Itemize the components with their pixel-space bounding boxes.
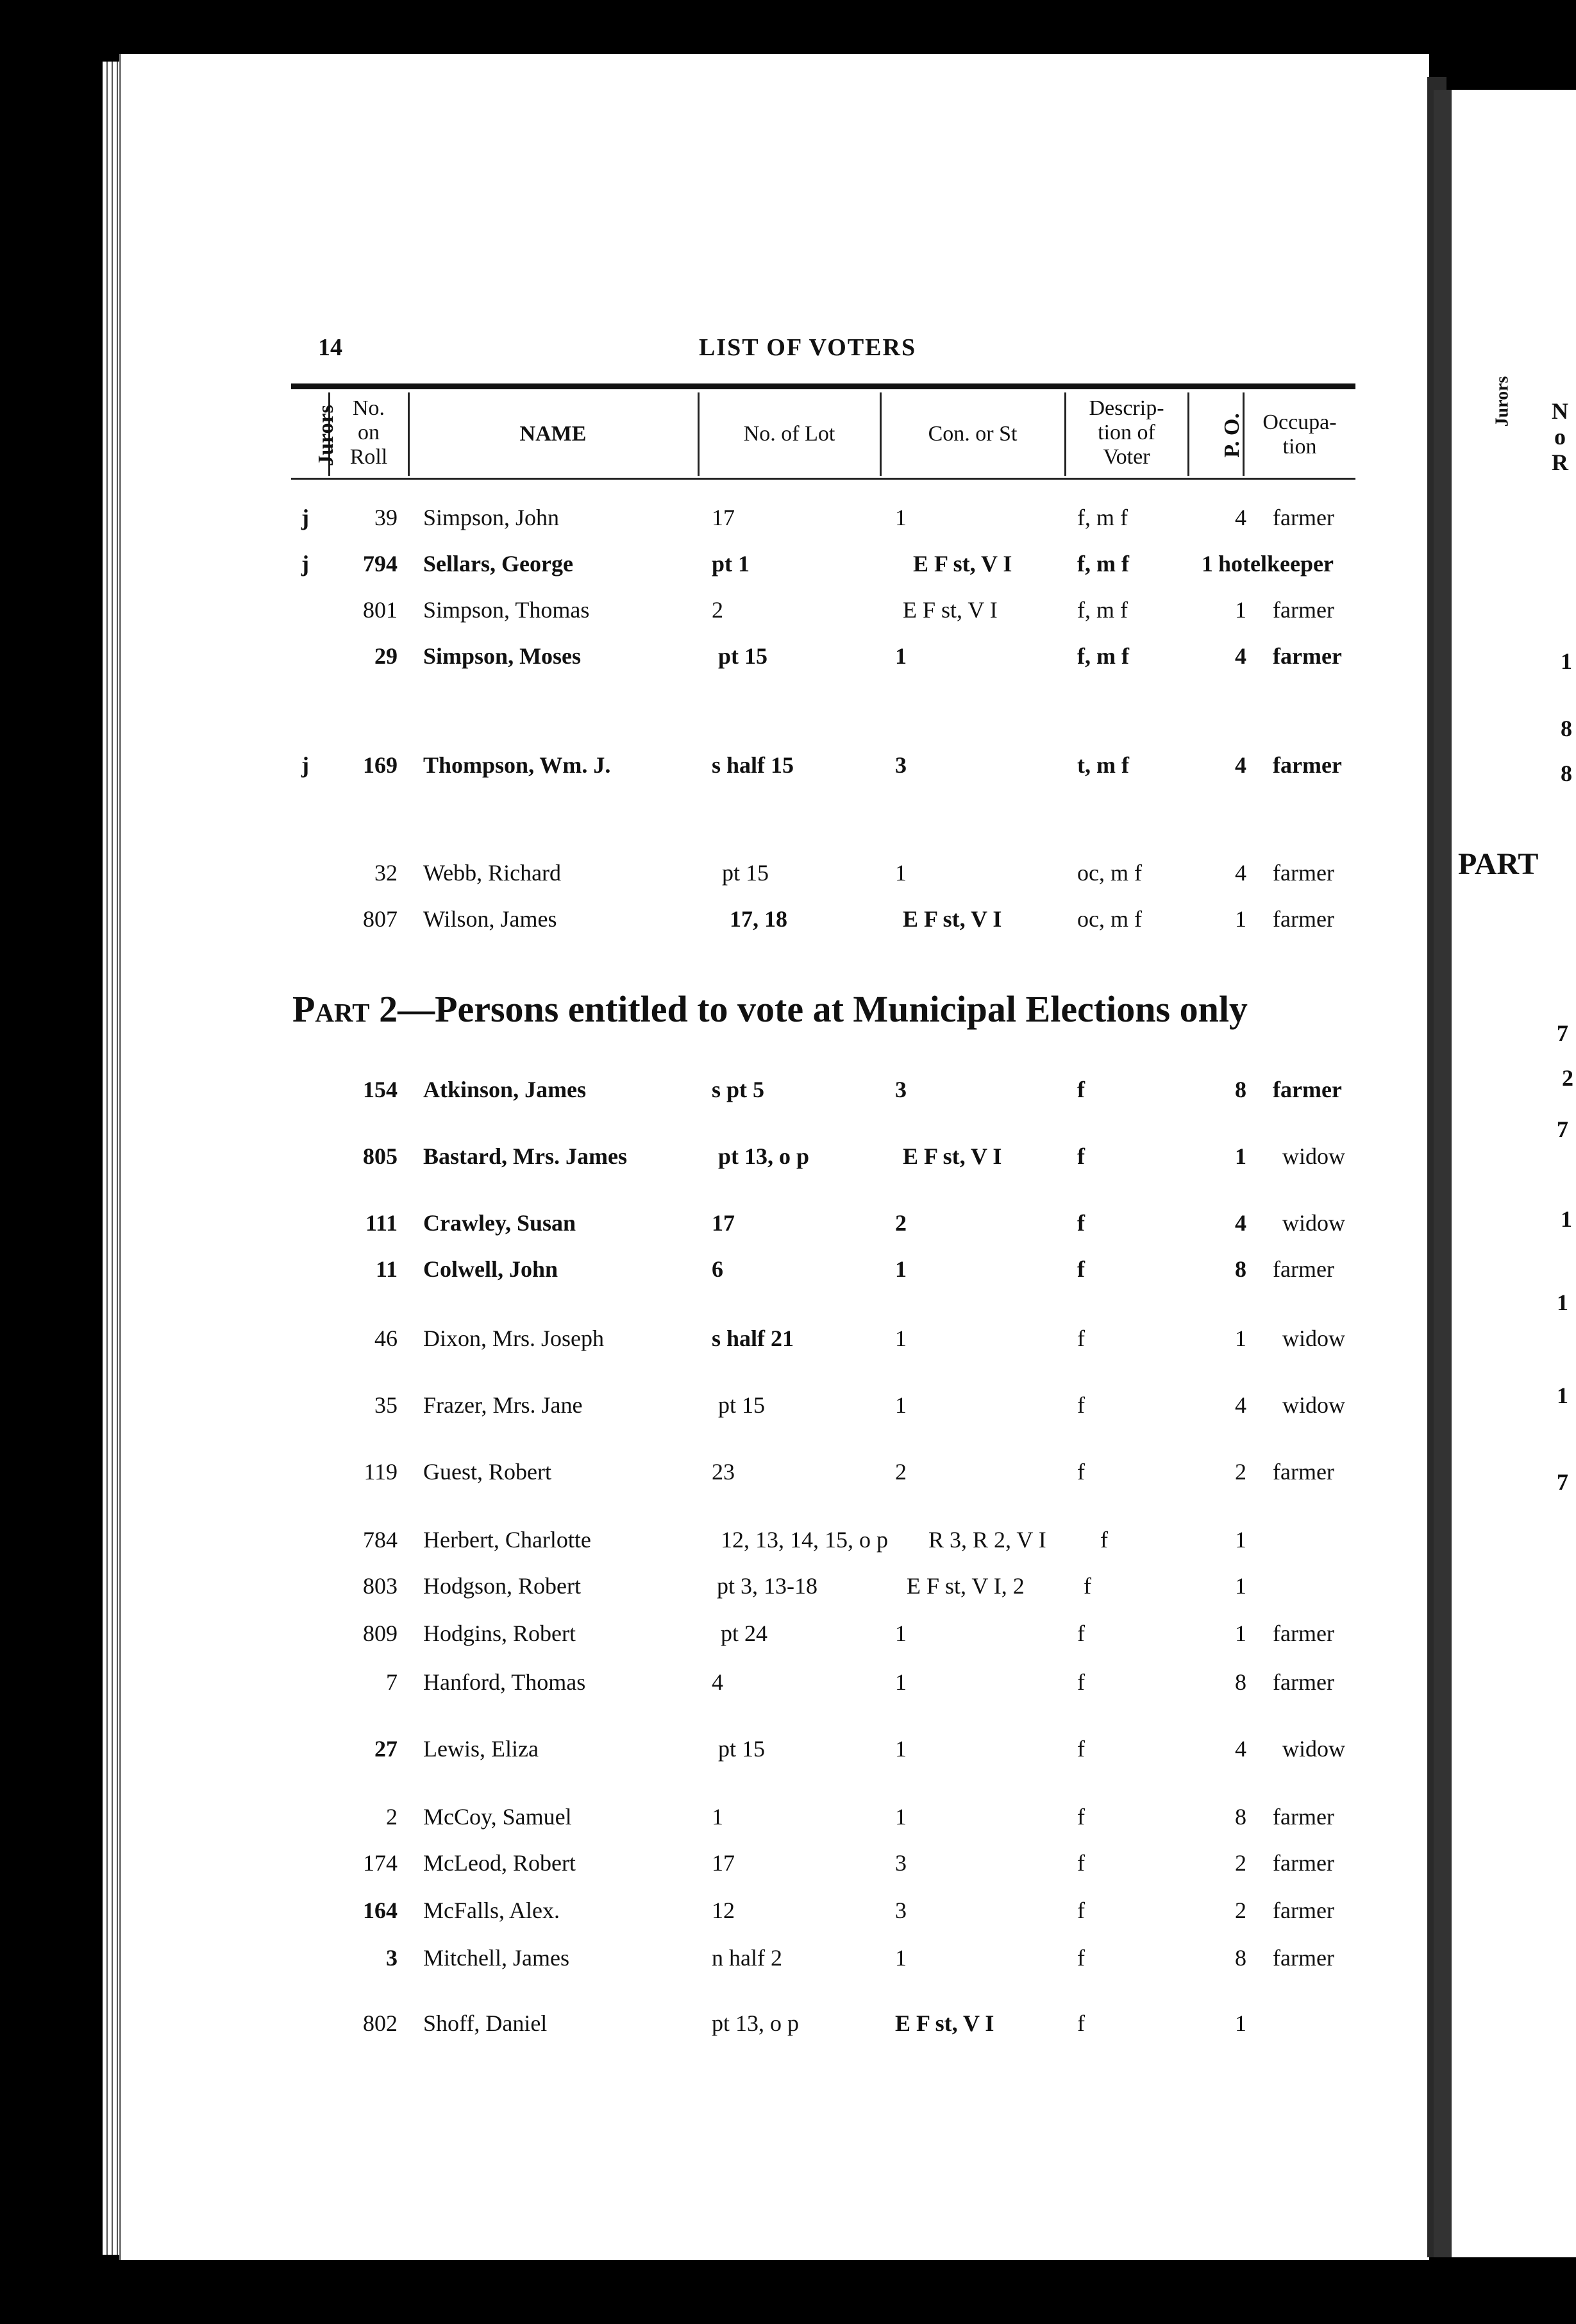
voter-description: f, m f bbox=[1077, 551, 1129, 577]
concession: 1 bbox=[895, 1736, 907, 1762]
occupation: farmer bbox=[1273, 505, 1334, 530]
voter-name: Shoff, Daniel bbox=[423, 2010, 548, 2036]
voter-description: f, m f bbox=[1077, 505, 1128, 530]
roll-number: 2 bbox=[386, 1804, 398, 1830]
voter-name: McLeod, Robert bbox=[423, 1850, 576, 1876]
lot-number: 17 bbox=[712, 505, 735, 530]
header-line: Occupa- bbox=[1262, 410, 1337, 434]
voter-description: t, m f bbox=[1077, 752, 1129, 778]
post-office: 1 bbox=[1235, 906, 1246, 932]
juror-mark: j bbox=[301, 505, 309, 530]
voter-row bbox=[0, 1572, 1558, 1604]
roll-number: 169 bbox=[363, 752, 398, 778]
concession: 1 bbox=[895, 643, 907, 669]
header-line: No. bbox=[352, 396, 385, 420]
post-office: 4 bbox=[1235, 860, 1246, 886]
lot-number: pt 13, o p bbox=[712, 2010, 800, 2036]
occupation: farmer bbox=[1273, 906, 1334, 932]
lot-number: s pt 5 bbox=[712, 1077, 765, 1102]
lot-number: 6 bbox=[712, 1256, 723, 1282]
concession: E F st, V I bbox=[903, 1143, 1002, 1169]
lot-number: 17 bbox=[712, 1210, 735, 1236]
juror-mark: j bbox=[301, 752, 309, 778]
header-line: Descrip- bbox=[1089, 396, 1164, 420]
concession: E F st, V I bbox=[895, 2010, 994, 2036]
voter-description: f bbox=[1077, 1143, 1085, 1169]
concession: E F st, V I bbox=[903, 906, 1002, 932]
facing-page-number: 7 bbox=[1557, 1116, 1568, 1142]
voter-row bbox=[0, 1256, 1558, 1288]
roll-number: 807 bbox=[363, 906, 398, 932]
lot-number: pt 15 bbox=[722, 860, 769, 886]
column-header-description bbox=[1067, 396, 1186, 469]
facing-page-number: 1 bbox=[1561, 1206, 1572, 1232]
voter-name: Bastard, Mrs. James bbox=[423, 1143, 627, 1169]
concession: 1 bbox=[895, 1669, 907, 1695]
column-header-name: NAME bbox=[519, 422, 587, 446]
facing-page-number: 1 bbox=[1557, 1290, 1568, 1315]
voter-description: f bbox=[1077, 1669, 1085, 1695]
column-divider bbox=[880, 392, 882, 476]
lot-number: n half 2 bbox=[712, 1945, 782, 1971]
page-title: LIST OF VOTERS bbox=[699, 334, 917, 361]
voter-name: Wilson, James bbox=[423, 906, 557, 932]
concession: 1 bbox=[895, 1256, 907, 1282]
roll-number: 29 bbox=[374, 643, 398, 669]
voter-name: Lewis, Eliza bbox=[423, 1736, 539, 1762]
roll-number: 27 bbox=[374, 1736, 398, 1762]
lot-number: pt 15 bbox=[718, 643, 768, 669]
voter-row bbox=[0, 1325, 1558, 1357]
voter-description: f bbox=[1077, 1459, 1085, 1485]
lot-number: 2 bbox=[712, 597, 723, 623]
concession: 1 bbox=[895, 1326, 907, 1351]
header-line: tion of bbox=[1098, 421, 1155, 444]
occupation: farmer bbox=[1273, 1804, 1334, 1830]
concession: R 3, R 2, V I bbox=[928, 1527, 1046, 1553]
voter-name: Simpson, John bbox=[423, 505, 560, 530]
voter-description: f bbox=[1100, 1527, 1108, 1553]
concession: E F st, V I, 2 bbox=[907, 1573, 1025, 1599]
facing-page-number: 1 bbox=[1561, 648, 1572, 674]
voter-description: oc, m f bbox=[1077, 860, 1142, 886]
voter-name: Mitchell, James bbox=[423, 1945, 569, 1971]
lot-number: 12 bbox=[712, 1898, 735, 1923]
occupation: farmer bbox=[1273, 597, 1334, 623]
roll-number: 39 bbox=[374, 505, 398, 530]
roll-number: 174 bbox=[363, 1850, 398, 1876]
voter-description: f bbox=[1077, 1256, 1085, 1282]
part2-heading-prefix: Part bbox=[292, 988, 370, 1030]
roll-number: 784 bbox=[363, 1527, 398, 1553]
occupation: farmer bbox=[1273, 1669, 1334, 1695]
post-office: 8 bbox=[1235, 1945, 1246, 1971]
voter-description: f, m f bbox=[1077, 643, 1129, 669]
post-office: 4 bbox=[1235, 752, 1246, 778]
roll-number: 805 bbox=[363, 1143, 398, 1169]
roll-number: 803 bbox=[363, 1573, 398, 1599]
lot-number: pt 3, 13-18 bbox=[717, 1573, 817, 1599]
occupation: widow bbox=[1282, 1326, 1345, 1351]
lot-number: pt 15 bbox=[718, 1736, 766, 1762]
header-line: Roll bbox=[349, 445, 388, 469]
voter-name: Sellars, George bbox=[423, 551, 573, 577]
lot-number: 12, 13, 14, 15, o p bbox=[721, 1527, 888, 1553]
post-office: 1 bbox=[1235, 1143, 1246, 1169]
roll-number: 11 bbox=[375, 1256, 398, 1282]
voter-row bbox=[0, 1143, 1558, 1175]
lot-number: s half 15 bbox=[712, 752, 794, 778]
part2-heading-text: 2—Persons entitled to vote at Municipal Elections only bbox=[369, 988, 1248, 1030]
voter-row bbox=[0, 504, 1558, 536]
voter-description: f bbox=[1077, 1077, 1085, 1102]
juror-mark: j bbox=[301, 551, 309, 577]
occupation: widow bbox=[1282, 1392, 1345, 1418]
post-office: 8 bbox=[1235, 1077, 1246, 1102]
voter-name: Hodgins, Robert bbox=[423, 1621, 576, 1646]
lot-number: pt 15 bbox=[718, 1392, 766, 1418]
voter-row bbox=[0, 1735, 1558, 1767]
voter-description: f bbox=[1077, 1326, 1085, 1351]
lot-number: 4 bbox=[712, 1669, 723, 1695]
column-header-jurors: Jurors bbox=[314, 405, 338, 466]
voter-description: f bbox=[1084, 1573, 1091, 1599]
lot-number: s half 21 bbox=[712, 1326, 794, 1351]
concession: E F st, V I bbox=[913, 551, 1012, 577]
voter-name: Hodgson, Robert bbox=[423, 1573, 581, 1599]
post-office: 1 bbox=[1235, 1527, 1246, 1553]
voter-description: f bbox=[1077, 1392, 1085, 1418]
post-office: 1 bbox=[1235, 1326, 1246, 1351]
roll-number: 164 bbox=[363, 1898, 398, 1923]
concession: 3 bbox=[895, 1077, 907, 1102]
roll-number: 802 bbox=[363, 2010, 398, 2036]
column-header-occupation bbox=[1245, 410, 1354, 459]
header-line: Voter bbox=[1103, 445, 1150, 469]
post-office: 1 bbox=[1235, 2010, 1246, 2036]
occupation: farmer bbox=[1273, 1256, 1334, 1282]
voter-name: Atkinson, James bbox=[423, 1077, 587, 1102]
facing-page-number: 7 bbox=[1557, 1020, 1568, 1046]
voter-row bbox=[0, 1849, 1558, 1882]
occupation: hotelkeeper bbox=[1218, 551, 1334, 577]
voter-row bbox=[0, 550, 1558, 582]
lot-number: 1 bbox=[712, 1804, 723, 1830]
occupation: farmer bbox=[1273, 1459, 1334, 1485]
voter-row bbox=[0, 1620, 1558, 1652]
column-header-con-or-st: Con. or St bbox=[928, 422, 1018, 446]
voter-row bbox=[0, 643, 1558, 675]
voter-name: Colwell, John bbox=[423, 1256, 558, 1282]
voter-name: McCoy, Samuel bbox=[423, 1804, 572, 1830]
roll-number: 46 bbox=[374, 1326, 398, 1351]
header-rule-top bbox=[291, 383, 1355, 389]
post-office: 8 bbox=[1235, 1669, 1246, 1695]
concession: 3 bbox=[895, 1850, 907, 1876]
post-office: 4 bbox=[1235, 643, 1246, 669]
occupation: widow bbox=[1282, 1143, 1345, 1169]
header-line: on bbox=[358, 421, 380, 444]
concession: 1 bbox=[895, 1621, 907, 1646]
voter-description: f bbox=[1077, 1736, 1085, 1762]
roll-number: 7 bbox=[386, 1669, 398, 1695]
concession: 2 bbox=[895, 1210, 907, 1236]
post-office: 8 bbox=[1235, 1256, 1246, 1282]
facing-page-number: 8 bbox=[1561, 761, 1572, 786]
page-number: 14 bbox=[318, 334, 342, 361]
facing-page-number: 1 bbox=[1557, 1383, 1568, 1408]
post-office: 1 bbox=[1202, 551, 1213, 577]
voter-name: Crawley, Susan bbox=[423, 1210, 576, 1236]
roll-number: 111 bbox=[365, 1210, 398, 1236]
lot-number: 17, 18 bbox=[730, 906, 787, 932]
voter-description: f bbox=[1077, 1945, 1085, 1971]
voter-row bbox=[0, 1526, 1558, 1558]
facing-page-header-fragment: R bbox=[1552, 450, 1568, 475]
voter-name: Simpson, Moses bbox=[423, 643, 582, 669]
voter-name: Hanford, Thomas bbox=[423, 1669, 586, 1695]
voter-description: f, m f bbox=[1077, 597, 1128, 623]
voter-row bbox=[0, 905, 1558, 938]
post-office: 1 bbox=[1235, 1573, 1246, 1599]
voter-row bbox=[0, 1209, 1558, 1242]
voter-row bbox=[0, 596, 1558, 628]
post-office: 2 bbox=[1235, 1459, 1246, 1485]
voter-description: f bbox=[1077, 2010, 1085, 2036]
voter-name: Guest, Robert bbox=[423, 1459, 551, 1485]
column-header-no-of-lot: No. of Lot bbox=[743, 422, 835, 446]
post-office: 1 bbox=[1235, 597, 1246, 623]
column-header-po: P. O. bbox=[1220, 413, 1244, 458]
facing-page-part-heading: PART bbox=[1458, 847, 1539, 881]
voter-row bbox=[0, 1076, 1558, 1108]
concession: 1 bbox=[895, 1804, 907, 1830]
part2-heading bbox=[292, 988, 1248, 1031]
voter-description: f bbox=[1077, 1850, 1085, 1876]
post-office: 1 bbox=[1235, 1621, 1246, 1646]
post-office: 2 bbox=[1235, 1898, 1246, 1923]
lot-number: pt 24 bbox=[721, 1621, 768, 1646]
voter-row bbox=[0, 1669, 1558, 1701]
occupation: farmer bbox=[1273, 1945, 1334, 1971]
voter-name: Simpson, Thomas bbox=[423, 597, 590, 623]
header-rule-bottom bbox=[291, 478, 1355, 480]
lot-number: pt 13, o p bbox=[718, 1143, 810, 1169]
column-divider bbox=[1064, 392, 1066, 476]
occupation: farmer bbox=[1273, 1621, 1334, 1646]
voter-name: Thompson, Wm. J. bbox=[423, 752, 611, 778]
post-office: 4 bbox=[1235, 1392, 1246, 1418]
voter-row bbox=[0, 1803, 1558, 1835]
post-office: 4 bbox=[1235, 505, 1246, 530]
occupation: farmer bbox=[1273, 1077, 1342, 1102]
concession: 1 bbox=[895, 1945, 907, 1971]
voter-row bbox=[0, 859, 1558, 891]
voter-row bbox=[0, 1458, 1558, 1490]
roll-number: 35 bbox=[374, 1392, 398, 1418]
voter-name: McFalls, Alex. bbox=[423, 1898, 560, 1923]
voter-row bbox=[0, 752, 1558, 784]
post-office: 4 bbox=[1235, 1210, 1246, 1236]
column-divider bbox=[1187, 392, 1189, 476]
voter-description: f bbox=[1077, 1621, 1085, 1646]
occupation: widow bbox=[1282, 1210, 1345, 1236]
facing-page-jurors-header: Jurors bbox=[1492, 376, 1513, 427]
voter-name: Herbert, Charlotte bbox=[423, 1527, 591, 1553]
concession: 1 bbox=[895, 860, 907, 886]
post-office: 4 bbox=[1235, 1736, 1246, 1762]
roll-number: 801 bbox=[363, 597, 398, 623]
facing-page-header-fragment: N bbox=[1552, 398, 1568, 424]
facing-page-number: 7 bbox=[1557, 1469, 1568, 1495]
post-office: 8 bbox=[1235, 1804, 1246, 1830]
voter-name: Frazer, Mrs. Jane bbox=[423, 1392, 583, 1418]
occupation: widow bbox=[1282, 1736, 1345, 1762]
voter-description: oc, m f bbox=[1077, 906, 1142, 932]
lot-number: pt 1 bbox=[712, 551, 750, 577]
concession: 3 bbox=[895, 752, 907, 778]
occupation: farmer bbox=[1273, 860, 1334, 886]
roll-number: 809 bbox=[363, 1621, 398, 1646]
voter-description: f bbox=[1077, 1898, 1085, 1923]
roll-number: 119 bbox=[364, 1459, 398, 1485]
lot-number: 23 bbox=[712, 1459, 735, 1485]
voter-description: f bbox=[1077, 1804, 1085, 1830]
facing-page-number: 2 bbox=[1562, 1065, 1573, 1091]
header-line: tion bbox=[1282, 435, 1317, 459]
column-header-no-on-roll bbox=[333, 396, 404, 469]
roll-number: 32 bbox=[374, 860, 398, 886]
concession: 3 bbox=[895, 1898, 907, 1923]
post-office: 2 bbox=[1235, 1850, 1246, 1876]
concession: 1 bbox=[895, 1392, 907, 1418]
column-divider bbox=[408, 392, 410, 476]
concession: 2 bbox=[895, 1459, 907, 1485]
roll-number: 794 bbox=[363, 551, 398, 577]
voter-row bbox=[0, 1944, 1558, 1976]
voter-name: Webb, Richard bbox=[423, 860, 562, 886]
occupation: farmer bbox=[1273, 752, 1342, 778]
lot-number: 17 bbox=[712, 1850, 735, 1876]
facing-page-number: 8 bbox=[1561, 716, 1572, 741]
voter-row bbox=[0, 1897, 1558, 1929]
voter-description: f bbox=[1077, 1210, 1085, 1236]
roll-number: 154 bbox=[363, 1077, 398, 1102]
occupation: farmer bbox=[1273, 1898, 1334, 1923]
roll-number: 3 bbox=[386, 1945, 398, 1971]
voter-row bbox=[0, 1392, 1558, 1424]
column-divider bbox=[698, 392, 700, 476]
voter-row bbox=[0, 2010, 1558, 2042]
facing-page-header-fragment: o bbox=[1554, 424, 1566, 450]
occupation: farmer bbox=[1273, 1850, 1334, 1876]
voter-name: Dixon, Mrs. Joseph bbox=[423, 1326, 605, 1351]
concession: 1 bbox=[895, 505, 907, 530]
occupation: farmer bbox=[1273, 643, 1342, 669]
concession: E F st, V I bbox=[903, 597, 998, 623]
